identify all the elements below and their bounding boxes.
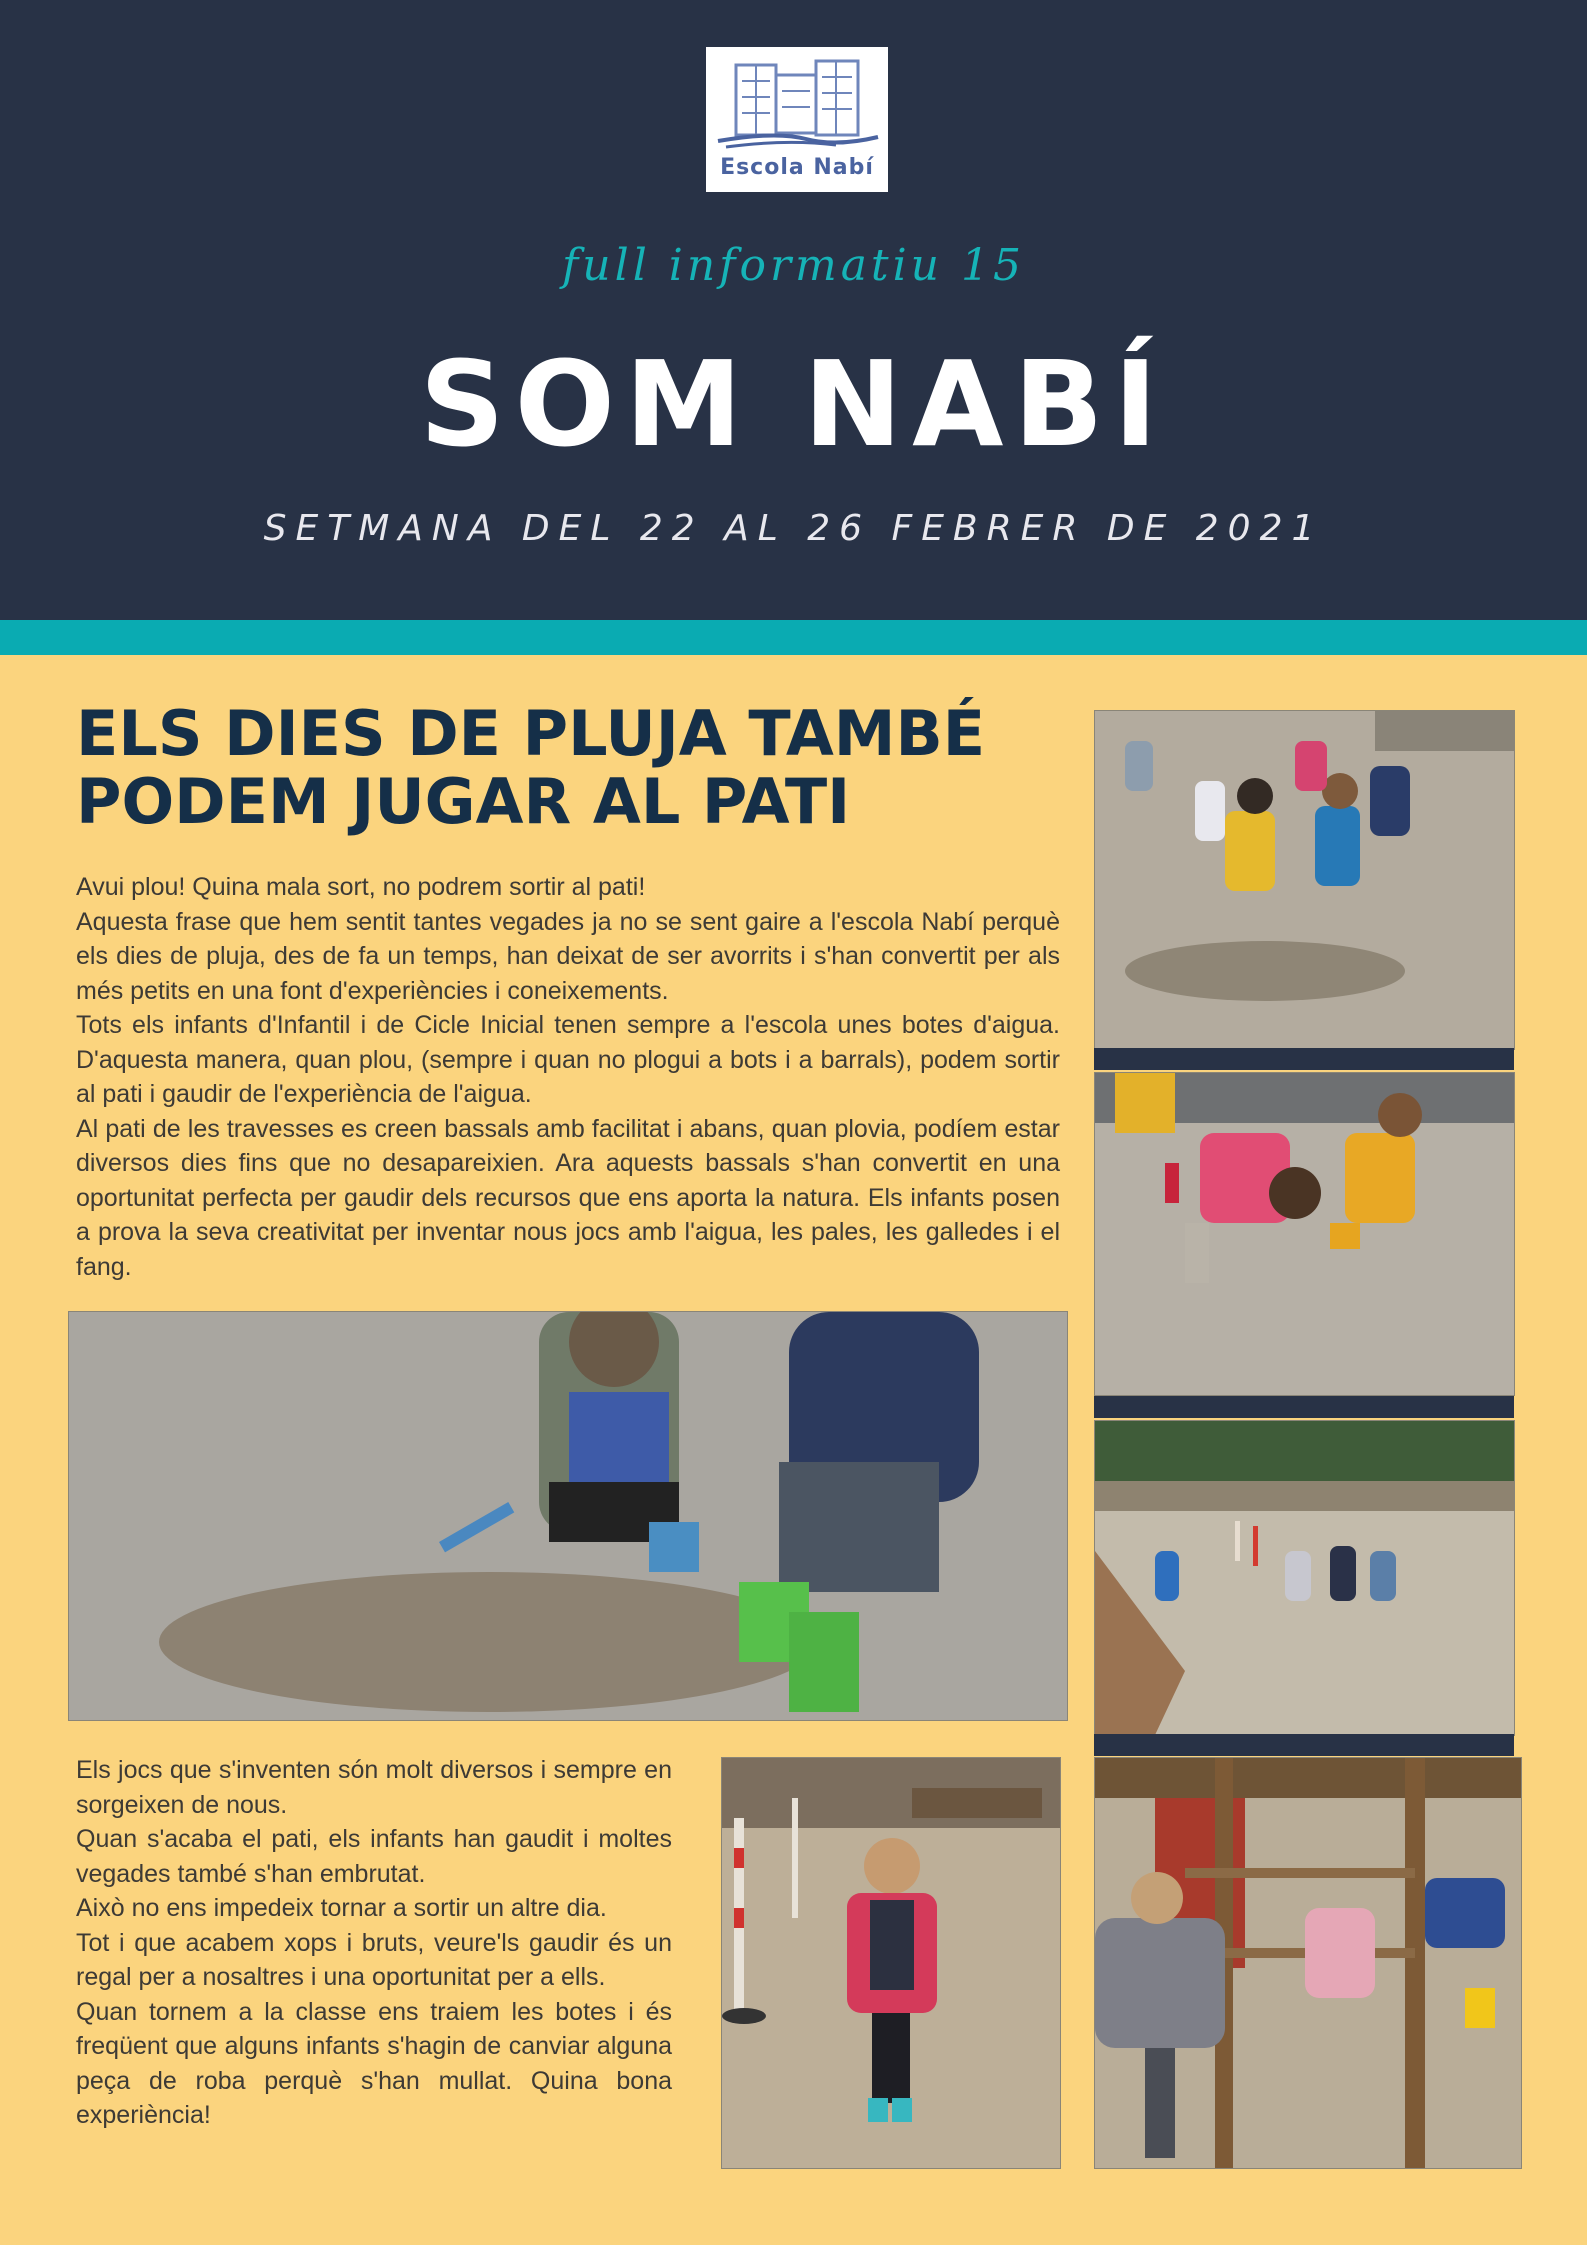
- logo-text: Escola Nabí: [720, 155, 874, 180]
- closing-text: [76, 1753, 672, 2133]
- photo-divider: [1094, 1734, 1514, 1756]
- intro-paragraph: Al pati de les travesses es creen bassals amb facilitat i abans, quan plovia, podíem estar diversos dies fins que no desapareixien. Ara aquests bassals s'han convertit en una oportunitat perfecta per gaudir dels recursos que ens aporta la natura. Els infants posen a prova la seva creativitat per inventar nous jocs amb l'aigua, les pales, les galledes i el fang.: [76, 1114, 1060, 1281]
- building-icon: [706, 47, 888, 157]
- photo-divider: [1094, 1048, 1514, 1070]
- article-title: [76, 697, 1056, 838]
- child-pink-jacket-photo: [721, 1757, 1061, 2169]
- page-title: SOM NABÍ: [419, 335, 1168, 473]
- closing-paragraph: Quan tornem a la classe ens traiem les botes i és freqüent que alguns infants s'hagin de canviar alguna peça de roba perquè s'han mullat. Quina bona experiència!: [76, 1997, 672, 2129]
- closing-paragraph: Això no ens impedeix tornar a sortir un altre dia.: [76, 1894, 607, 1922]
- header-banner: [0, 0, 1587, 620]
- intro-paragraph: Aquesta frase que hem sentit tantes vegades ja no se sent gaire a l'escola Nabí perquè els dies de pluja, des de fa un temps, han deixat de ser avorrits i s'han convertit per als més petits en una font d'experiències i coneixements.: [76, 907, 1060, 1005]
- intro-text: [76, 870, 1060, 1284]
- wooden-structure-photo: [1094, 1757, 1522, 2169]
- intro-paragraph: Avui plou! Quina mala sort, no podrem sortir al pati!: [76, 873, 646, 901]
- newsletter-subtitle: full informatiu 15: [562, 240, 1025, 291]
- closing-paragraph: Tot i que acabem xops i bruts, veure'ls gaudir és un regal per a nosaltres i una oportunitat per a ells.: [76, 1928, 672, 1991]
- article-title-line-1: ELS DIES DE PLUJA TAMBÉ: [76, 697, 986, 770]
- closing-paragraph: Quan s'acaba el pati, els infants han gaudit i moltes vegades també s'han embrutat.: [76, 1825, 672, 1888]
- photo-divider: [1094, 1396, 1514, 1418]
- closing-paragraph: Els jocs que s'inventen són molt diversos i sempre en sorgeixen de nous.: [76, 1756, 672, 1819]
- teal-divider: [0, 620, 1587, 655]
- intro-paragraph: Tots els infants d'Infantil i de Cicle Inicial tenen sempre a l'escola unes botes d'aigua. D'aquesta manera, quan plou, (sempre i quan no plogui a bots i a barrals), podem sortir al pati i gaudir de l'experiència de l'aigua.: [76, 1011, 1060, 1108]
- article-title-line-2: PODEM JUGAR AL PATI: [76, 765, 851, 838]
- group-puddle-photo: [1094, 710, 1515, 1050]
- playground-photo: [1094, 1420, 1515, 1736]
- school-logo: [706, 47, 888, 192]
- week-dates: SETMANA DEL 22 AL 26 FEBRER DE 2021: [263, 508, 1324, 549]
- puddle-play-photo: [68, 1311, 1068, 1721]
- digging-photo: [1094, 1072, 1515, 1396]
